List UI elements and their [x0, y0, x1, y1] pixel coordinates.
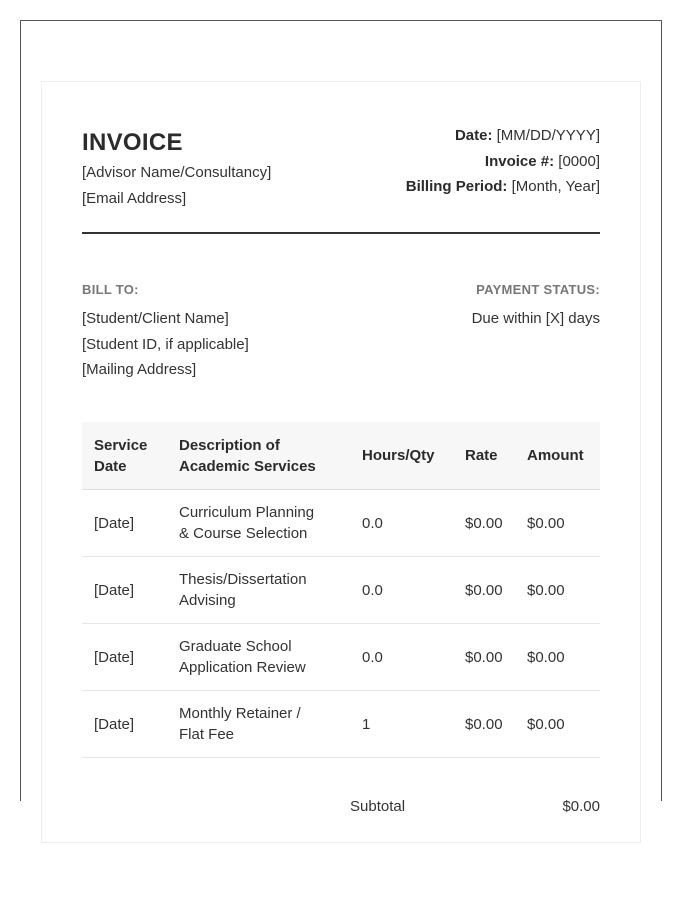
row-qty: 0.0	[362, 649, 383, 666]
header-description	[179, 435, 349, 477]
invoice-date-label: Date:	[454, 127, 493, 144]
bill-to-label: BILL TO:	[82, 282, 139, 297]
header-rate: Rate	[465, 447, 498, 464]
row-amount: $0.00	[527, 515, 565, 532]
row-rate: $0.00	[465, 515, 503, 532]
header-service-date-line2: Date	[94, 458, 127, 475]
invoice-number	[485, 153, 600, 170]
table-row	[82, 490, 600, 557]
billing-period	[406, 178, 600, 195]
header-description-line1: Description of	[179, 437, 280, 454]
header-description-line2: Academic Services	[179, 458, 316, 475]
advisor-name: [Advisor Name/Consultancy]	[82, 164, 272, 181]
billing-period-label: Billing Period:	[405, 178, 508, 195]
row-qty: 1	[362, 716, 371, 733]
row-amount: $0.00	[527, 649, 565, 666]
client-name: [Student/Client Name]	[82, 310, 229, 327]
row-rate: $0.00	[465, 582, 503, 599]
table-row	[82, 624, 600, 691]
subtotal-label: Subtotal	[350, 798, 406, 815]
row-date: [Date]	[94, 515, 135, 532]
invoice-title: INVOICE	[82, 129, 183, 156]
student-id: [Student ID, if applicable]	[82, 336, 249, 353]
row-description-line2: Flat Fee	[179, 726, 235, 743]
table-row	[82, 691, 600, 758]
row-description	[179, 636, 349, 678]
row-rate: $0.00	[465, 649, 503, 666]
payment-status-value: Due within [X] days	[471, 310, 600, 327]
advisor-email: [Email Address]	[82, 190, 187, 207]
invoice-date	[455, 127, 600, 144]
row-qty: 0.0	[362, 515, 383, 532]
mailing-address: [Mailing Address]	[82, 361, 197, 378]
table-row	[82, 557, 600, 624]
row-date: [Date]	[94, 582, 135, 599]
row-date: [Date]	[94, 649, 135, 666]
payment-status-label: PAYMENT STATUS:	[476, 282, 600, 297]
row-description	[179, 703, 349, 745]
invoice-date-value: [MM/DD/YYYY]	[496, 127, 600, 144]
header-service-date-line1: Service	[94, 437, 148, 454]
row-description-line1: Thesis/Dissertation	[179, 571, 307, 588]
document-viewport	[20, 20, 662, 815]
row-description	[179, 502, 349, 544]
table-header	[82, 422, 600, 490]
subtotal-row	[82, 798, 600, 818]
header-service-date	[94, 435, 169, 477]
row-description-line1: Monthly Retainer /	[179, 705, 301, 722]
row-amount: $0.00	[527, 716, 565, 733]
row-description-line2: & Course Selection	[179, 525, 308, 542]
row-amount: $0.00	[527, 582, 565, 599]
row-description-line1: Curriculum Planning	[179, 504, 315, 521]
invoice-number-value: [0000]	[558, 153, 600, 170]
header-hours-qty: Hours/Qty	[362, 447, 435, 464]
row-date: [Date]	[94, 716, 135, 733]
invoice-sheet	[41, 81, 641, 843]
subtotal-value: $0.00	[562, 798, 600, 815]
row-qty: 0.0	[362, 582, 383, 599]
row-description-line1: Graduate School	[179, 638, 292, 655]
header-amount: Amount	[527, 447, 584, 464]
services-table	[82, 422, 600, 758]
row-rate: $0.00	[465, 716, 503, 733]
invoice-number-label: Invoice #:	[484, 153, 555, 170]
row-description	[179, 569, 349, 611]
billing-period-value: [Month, Year]	[511, 178, 600, 195]
header-divider	[82, 232, 600, 234]
row-description-line2: Advising	[179, 592, 236, 609]
row-description-line2: Application Review	[179, 659, 306, 676]
